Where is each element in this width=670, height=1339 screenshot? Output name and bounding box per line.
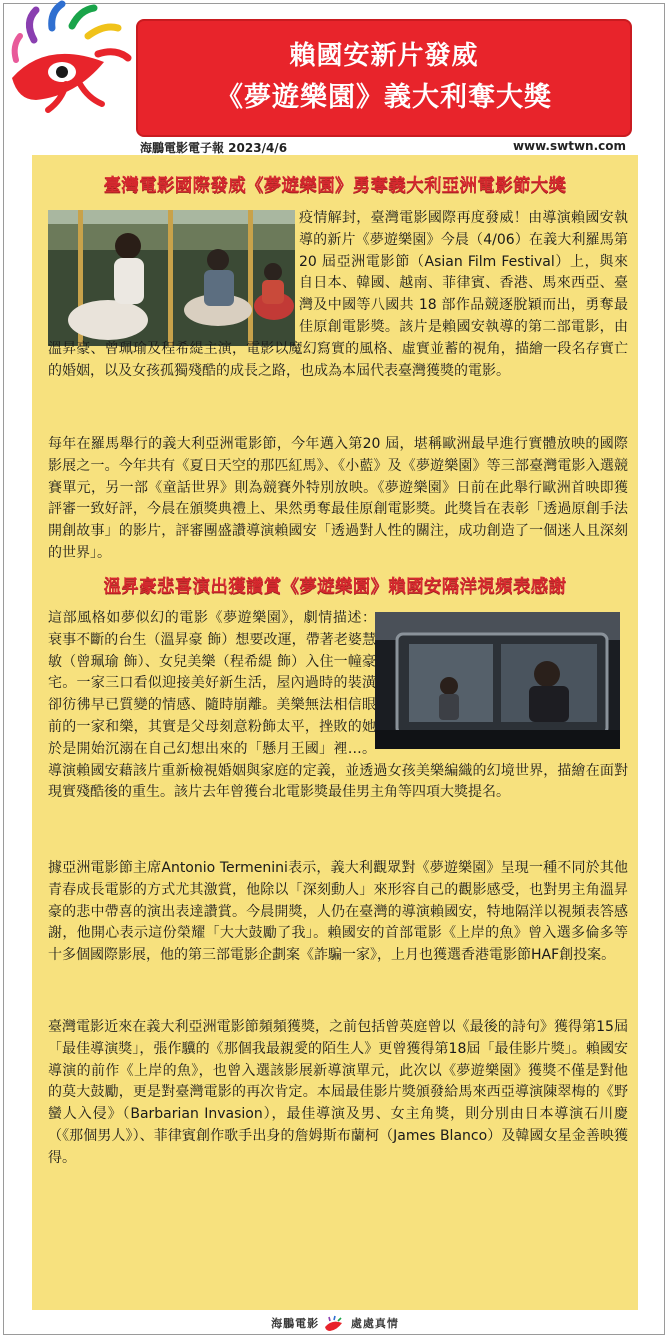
section2-paragraph1: 這部風格如夢似幻的電影《夢遊樂園》，劇情描述：衰事不斷的台生（溫昇豪 飾）想要改運，帶著老婆慧敏（曾珮瑜 飾）、女兒美樂（程希緹 飾）入住一幢豪宅。一家三口看似迎接美好新生活，屋內過時的裝潢卻彷彿早已質變的情感、隨時崩離。美樂無法相信眼前的一家和樂，其實是父母刻意粉飾太平，挫敗的她於是開始沉溺在自己幻想出來的「懸月王國」裡…。導演賴國安藉該片重新檢視婚姻與家庭的定義，並透過女孩美樂編織的幻境世界，描繪在面對現實殘酷後的重生。該片去年曾獲台北電影獎最佳男主角等四項大獎提名。 — [48, 610, 628, 801]
headline-line1: 賴國安新片發威 — [289, 41, 479, 71]
section2-heading: 溫昇豪悲喜演出獲讚賞《夢遊樂園》賴國安隔洋視頻表感謝 — [103, 577, 567, 597]
header-banner — [136, 19, 632, 137]
section2-paragraph2: 據亞洲電影節主席Antonio Termenini表示，義大利觀眾對《夢遊樂園》呈現一種不同於其他青春成長電影的方式尤其激賞，他除以「深刻動人」來形容自己的觀影感受，也對男主角溫昇豪的悲中帶喜的演出表達讚賞。今晨開獎，人仍在臺灣的導演賴國安，特地隔洋以視頻表答感謝，他開心表示這份榮耀「大大鼓勵了我」。賴國安的首部電影《上岸的魚》曾入選多倫多等十多個國際影展，他的第三部電影企劃案《詐騙一家》，上月也獲選香港電影節HAF創投案。 — [48, 860, 628, 964]
website-link[interactable]: www.swtwn.com — [512, 139, 626, 153]
footer — [0, 1315, 670, 1333]
section2-paragraph3: 臺灣電影近來在義大利亞洲電影節頻頻獲獎，之前包括曾英庭曾以《最後的詩句》獲得第15屆「最佳導演獎」，張作驥的《那個我最親愛的陌生人》更曾獲得第18屆「最佳影片獎」。賴國安導演的前作《上岸的魚》，也曾入選該影展新導演單元，此次以《夢遊樂園》獲獎不僅是對他的莫大鼓勵，更是對臺灣電影的再次肯定。本屆最佳影片獎頒發給馬來西亞導演陳翠梅的《野蠻人入侵》（Barbarian Invasion），最佳導演及男、女主角獎，則分別由日本導演石川慶（《那個男人》）、菲律賓創作歌手出身的詹姆斯布蘭柯（James Blanco）及韓國女星金善映獲得。 — [48, 1019, 628, 1166]
swtwn-logo-icon — [6, 0, 138, 115]
article-panel — [32, 155, 638, 1310]
section1-paragraph1: 疫情解封，臺灣電影國際再度發威！由導演賴國安執導的新片《夢遊樂園》今晨（4/06）在義大利羅馬第20 屆亞洲電影節（Asian Film Festival）上，與來自日本、韓國、越南、菲律賓、香港、馬來西亞、臺灣及中國等八國共 18 部作品競逐脫穎而出，勇奪最佳原創電影獎。該片是賴國安執導的第二部電影，由溫昇豪、曾珮瑜及程希緹主演，電影以魔幻寫實的風格、虛實並蓄的視角，描繪一段名存實亡的婚姻，以及女孩孤獨殘酷的成長之路，也成為本屆代表臺灣獲獎的電影。 — [48, 210, 628, 379]
section1-heading: 臺灣電影國際發威《夢遊樂園》勇奪義大利亞洲電影節大獎 — [103, 176, 567, 196]
footer-logo-icon — [324, 1315, 346, 1333]
section1-paragraph2: 每年在羅馬舉行的義大利亞洲電影節，今年邁入第20 屆，堪稱歐洲最早進行實體放映的國際影展之一。今年共有《夏日天空的那匹紅馬》、《小藍》及《夢遊樂園》等三部臺灣電影入選競賽單元，另一部《童話世界》則為競賽外特別放映。《夢遊樂園》日前在此舉行歐洲首映即獲評審一致好評，今晨在頒獎典禮上、果然勇奪最佳原創電影獎。此獎旨在表彰「透過原創手法開創故事」的影片，評審團盛讚導演賴國安「透過對人性的關注，成功創造了一個迷人且深刻的世界」。 — [48, 436, 628, 561]
footer-right: 處處真情 — [350, 1317, 399, 1330]
headline-line2: 《夢遊樂園》義大利奪大獎 — [216, 82, 552, 113]
publication-date: 海鵬電影電子報 2023/4/6 — [140, 141, 288, 155]
footer-left: 海鵬電影 — [271, 1317, 320, 1330]
